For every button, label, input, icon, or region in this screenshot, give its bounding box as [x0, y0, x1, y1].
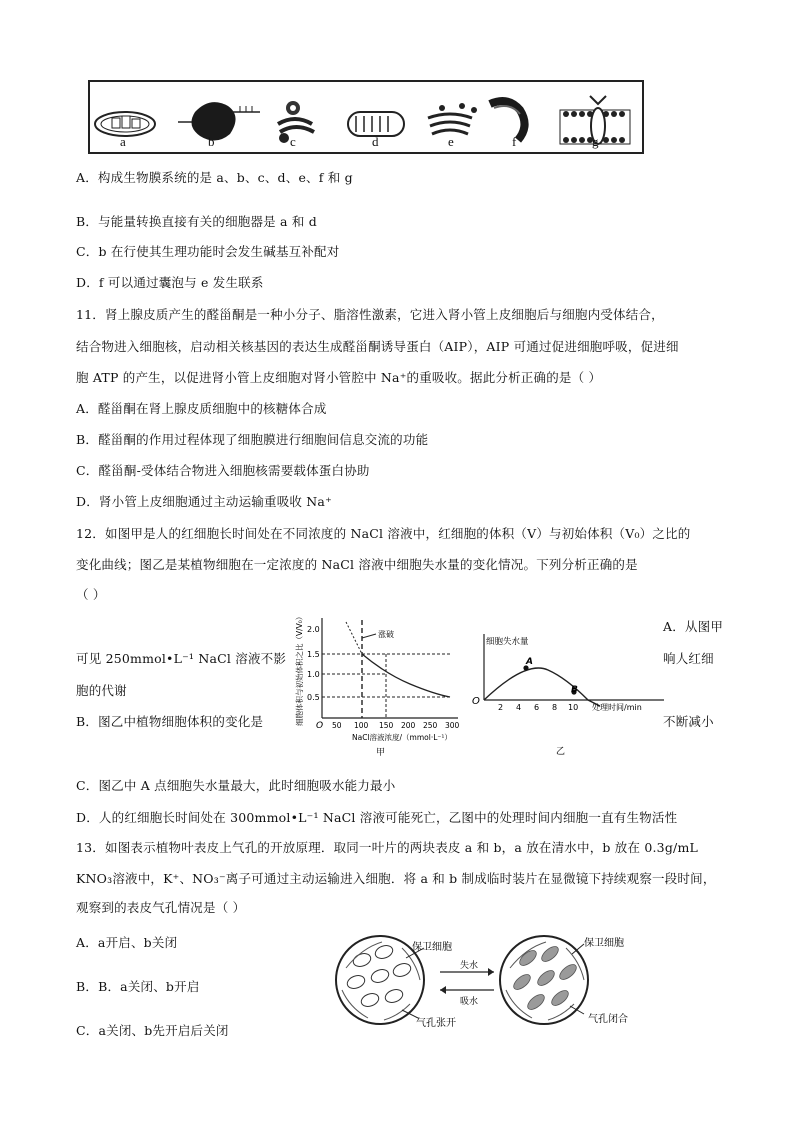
label-a: a — [120, 134, 126, 149]
q11-stem-line-3: 胞 ATP 的产生，以促进肾小管上皮细胞对肾小管腔中 Na⁺的重吸收。据此分析正确的是（ ） — [76, 370, 602, 385]
jia-xtick-200: 200 — [401, 721, 416, 730]
yi-point-a: A — [526, 657, 533, 667]
stomata-figure — [332, 928, 652, 1033]
q13-stem-line-2: KNO₃溶液中，K⁺、NO₃⁻离子可通过主动运输进入细胞．将 a 和 b 制成临时装片在显微镜下持续观察一段时间， — [76, 871, 716, 886]
q10-option-c: C．b 在行使其生理功能时会发生碱基互补配对 — [76, 244, 340, 259]
label-c: c — [290, 134, 296, 149]
chart-jia — [290, 608, 465, 758]
jia-origin: O — [316, 721, 324, 731]
stoma-closed-label: 气孔闭合 — [588, 1014, 628, 1025]
jia-xtick-150: 150 — [379, 721, 394, 730]
yi-xlabel: 处理时间/min — [592, 703, 642, 712]
label-d: d — [372, 134, 379, 149]
organelle-drawings — [90, 82, 642, 152]
q11-stem-line-2: 结合物进入细胞核，启动相关核基因的表达生成醛甾酮诱导蛋白（AIP），AIP 可通过促进细胞呼吸，促进细 — [76, 339, 679, 354]
nucleus-icon — [178, 102, 260, 140]
q13-stem-line-1: 13．如图表示植物叶表皮上气孔的开放原理．取同一叶片的两块表皮 a 和 b，a 放在清水中，b 放在 0.3g/mL — [76, 840, 699, 855]
golgi-icon — [278, 101, 314, 143]
chart-yi — [468, 630, 668, 760]
q11-option-b: B．醛甾酮的作用过程体现了细胞膜进行细胞间信息交流的功能 — [76, 432, 429, 447]
q12-option-a-right: A．从图甲 — [663, 619, 724, 634]
q11-option-a: A．醛甾酮在肾上腺皮质细胞中的核糖体合成 — [76, 401, 327, 416]
jia-xtick-300: 300 — [445, 721, 460, 730]
q13-stem-line-3: 观察到的表皮气孔情况是（ ） — [76, 900, 246, 915]
jia-ytick-2.0: 2.0 — [307, 625, 320, 634]
q12-option-a-cont: 胞的代谢 — [76, 683, 127, 698]
label-b: b — [208, 134, 215, 149]
stoma-open-label: 气孔张开 — [416, 1018, 456, 1029]
yi-xtick-10: 10 — [568, 703, 579, 712]
golgi-stack-icon — [428, 103, 477, 134]
mitochondrion-icon — [348, 112, 404, 136]
yi-ylabel: 细胞失水量 — [486, 637, 529, 647]
q10-option-a: A．构成生物膜系统的是 a、b、c、d、e、f 和 g — [76, 170, 353, 185]
yi-origin: O — [472, 696, 480, 707]
q12-stem-line-3: （ ） — [76, 587, 106, 602]
jia-xtick-50: 50 — [332, 721, 342, 730]
guard-cell-label-left: 保卫细胞 — [412, 942, 452, 953]
q13-option-c: C．a关闭、b先开启后关闭 — [76, 1023, 229, 1038]
jia-caption: 甲 — [376, 748, 386, 758]
guard-cell-label-right: 保卫细胞 — [584, 938, 624, 949]
q12-option-b-right: 不断减小 — [663, 714, 714, 729]
jia-xtick-100: 100 — [354, 721, 369, 730]
jia-annotation: 涨破 — [378, 630, 394, 639]
jia-xtick-250: 250 — [423, 721, 438, 730]
q12-option-d: D．人的红细胞长时间处在 300mmol•L⁻¹ NaCl 溶液可能死亡，乙图中的处理时间内细胞一直有生物活性 — [76, 810, 678, 825]
jia-ytick-1.5: 1.5 — [307, 650, 320, 659]
yi-caption: 乙 — [556, 747, 566, 757]
yi-point-b: B — [571, 685, 578, 695]
q10-option-d: D．f 可以通过囊泡与 e 发生联系 — [76, 275, 264, 290]
q12-option-c: C．图乙中 A 点细胞失水量最大，此时细胞吸水能力最小 — [76, 778, 396, 793]
organelle-figure — [88, 80, 644, 154]
q12-stem-line-1: 12．如图甲是人的红细胞长时间处在不同浓度的 NaCl 溶液中，红细胞的体积（V）与初始体积（V₀）之比的 — [76, 526, 691, 541]
q11-stem-line-1: 11．肾上腺皮质产生的醛甾酮是一种小分子、脂溶性激素，它进入肾小管上皮细胞后与细胞内受体结合， — [76, 307, 664, 322]
q12-stem-line-2: 变化曲线；图乙是某植物细胞在一定浓度的 NaCl 溶液中细胞失水量的变化情况。下列分析正确的是 — [76, 557, 638, 572]
jia-ytick-0.5: 0.5 — [307, 693, 320, 702]
yi-xtick-2: 2 — [498, 703, 504, 712]
yi-xtick-8: 8 — [552, 703, 558, 712]
q11-option-c: C．醛甾酮-受体结合物进入细胞核需要载体蛋白协助 — [76, 463, 370, 478]
label-e: e — [448, 134, 454, 149]
absorb-water-label: 吸水 — [460, 997, 479, 1007]
q11-option-d: D．肾小管上皮细胞通过主动运输重吸收 Na⁺ — [76, 494, 332, 509]
label-g: g — [592, 134, 599, 149]
er-icon — [490, 101, 525, 140]
yi-xtick-6: 6 — [534, 703, 540, 712]
q13-option-b: B．B．a关闭、b开启 — [76, 979, 200, 994]
jia-ytick-1.0: 1.0 — [307, 670, 320, 679]
q10-option-b: B．与能量转换直接有关的细胞器是 a 和 d — [76, 214, 317, 229]
yi-xtick-4: 4 — [516, 703, 522, 712]
lose-water-label: 失水 — [460, 961, 479, 971]
q13-option-a: A．a开启、b关闭 — [76, 935, 178, 950]
jia-xlabel: NaCl溶液浓度/（mmol·L⁻¹） — [352, 733, 452, 742]
label-f: f — [512, 134, 517, 149]
chloroplast-icon — [95, 112, 155, 136]
q12-option-b-left: B．图乙中植物细胞体积的变化是 — [76, 714, 264, 729]
jia-ylabel: 细胞体积与初始体积之比（V/V₀） — [295, 612, 304, 726]
q12-option-a-right2: 响人红细 — [663, 651, 714, 666]
q12-option-a-left: 可见 250mmol•L⁻¹ NaCl 溶液不影 — [76, 651, 287, 666]
